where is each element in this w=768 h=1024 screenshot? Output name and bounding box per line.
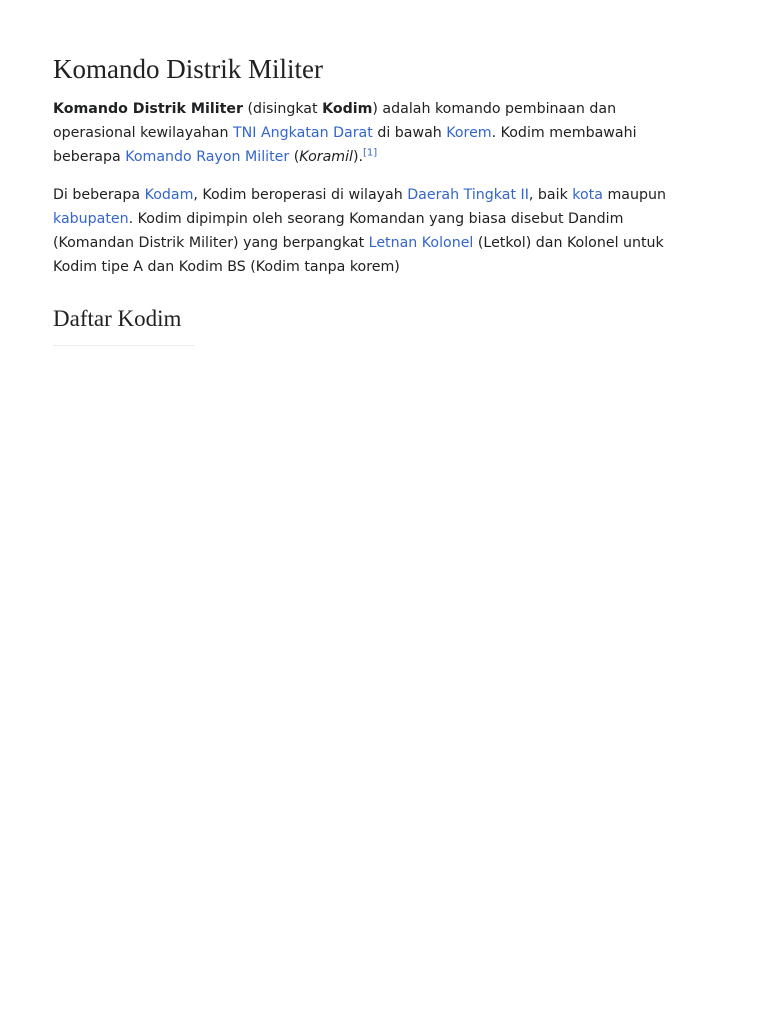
link-korem[interactable]: Korem	[446, 125, 492, 141]
text-run: ).	[352, 149, 364, 165]
bold-abbreviation: Kodim	[322, 101, 373, 117]
text-run: (Letkol) dan Kolonel untuk Kodim tipe A dan Kodim BS (Kodim tanpa korem)	[53, 235, 664, 275]
link-komando-rayon-militer[interactable]: Komando Rayon Militer	[125, 149, 290, 165]
link-kodam[interactable]: Kodam	[144, 187, 194, 203]
bold-term: Komando Distrik Militer	[53, 101, 244, 117]
link-kabupaten[interactable]: kabupaten	[53, 211, 129, 227]
intro-paragraph	[53, 97, 703, 169]
text-run: , Kodim beroperasi di wilayah	[193, 187, 408, 203]
reference-link-1[interactable]: [1]	[363, 147, 378, 159]
link-daerah-tingkat-ii[interactable]: Daerah Tingkat II	[407, 187, 529, 203]
text-run: Di beberapa	[53, 187, 145, 203]
page-title: Komando Distrik Militer	[53, 54, 323, 84]
link-tni-angkatan-darat[interactable]: TNI Angkatan Darat	[233, 125, 373, 141]
reference-sup	[363, 147, 377, 158]
text-run: ) adalah komando pembinaan dan operasional kewilayahan	[53, 101, 617, 141]
text-run: maupun	[602, 187, 666, 203]
link-letnan-kolonel[interactable]: Letnan Kolonel	[368, 235, 474, 251]
link-kota[interactable]: kota	[572, 187, 603, 203]
text-run: . Kodim dipimpin oleh seorang Komandan yang biasa disebut Dandim (Komandan Distrik Militer) yang berpangkat	[53, 211, 624, 251]
second-paragraph	[53, 183, 703, 279]
article-content	[53, 50, 703, 346]
italic-koramil: Koramil	[299, 149, 353, 165]
text-run: di bawah	[372, 125, 447, 141]
text-run: . Kodim membawahi beberapa	[53, 125, 637, 165]
text-run: (disingkat	[243, 101, 323, 117]
text-run: , baik	[528, 187, 573, 203]
text-run: (	[289, 149, 300, 165]
section-heading-daftar-kodim: Daftar Kodim	[53, 303, 194, 346]
